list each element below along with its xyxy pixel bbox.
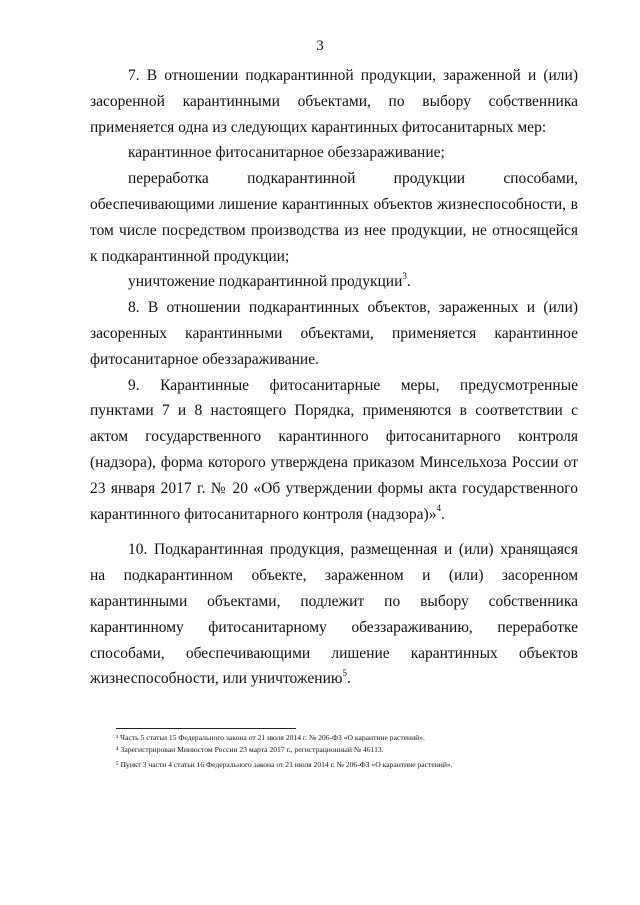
measure-processing: переработка подкарантинной продукции способами, обеспечивающими лишение карантинных объектов жизнеспособности, в том числе посредством производства из нее продукции, не относящейся к подкарантинной продукции;	[90, 170, 578, 265]
paragraph-10: 10. Подкарантинная продукция, размещенная и (или) хранящаяся на подкарантинном объекте, зараженном и (или) засоренном карантинными объектами, подлежит по выбору собственника карантинному фитосанитарному обеззараживанию, переработке способами, обеспечивающими лишение карантинных объектов жизнеспособности, или уничтожению$^5$.	[90, 541, 578, 688]
paragraph-8: 8. В отношении подкарантинных объектов, зараженных и (или) засоренных карантинными объектами, применяется карантинное фитосанитарное обеззараживание.	[90, 299, 578, 368]
measure-destruction: уничтожение подкарантинной продукции$^3$.	[128, 271, 411, 291]
footnote-separator	[116, 728, 296, 729]
page-number: 3	[316, 38, 324, 54]
footnote-ref-5: 5	[342, 668, 347, 679]
document-body	[90, 63, 578, 692]
footnote-5: ⁵ Пункт 3 части 4 статьи 16 Федерального закона от 21 июля 2014 г. № 206-ФЗ «О карантине растений».	[116, 760, 453, 770]
footnote-4: ⁴ Зарегистрирован Минюстом России 23 марта 2017 г., регистрационный № 46113.	[116, 744, 384, 754]
footnotes	[116, 732, 586, 771]
footnote-ref-3: 3	[402, 271, 407, 282]
paragraph-9: 9. Карантинные фитосанитарные меры, предусмотренные пунктами 7 и 8 настоящего Порядка, применяются в соответствии с актом государственного карантинного фитосанитарного контроля (надзора), форма которого утверждена приказом Минсельхоза России от 23 января 2017 г. № 20 «Об утверждении формы акта государственного карантинного фитосанитарного контроля (надзора)»$^4$.	[90, 376, 578, 523]
footnote-3: ³ Часть 5 статьи 15 Федерального закона от 21 июля 2014 г. № 206-ФЗ «О карантине растений».	[116, 733, 425, 742]
footnote-ref-4: 4	[436, 503, 441, 514]
measure-disinfection: карантинное фитосанитарное обеззараживание;	[128, 144, 445, 162]
paragraph-7: 7. В отношении подкарантинной продукции, зараженной и (или) засоренной карантинными объектами, по выбору собственника применяется одна из следующих карантинных фитосанитарных мер:	[90, 67, 578, 136]
